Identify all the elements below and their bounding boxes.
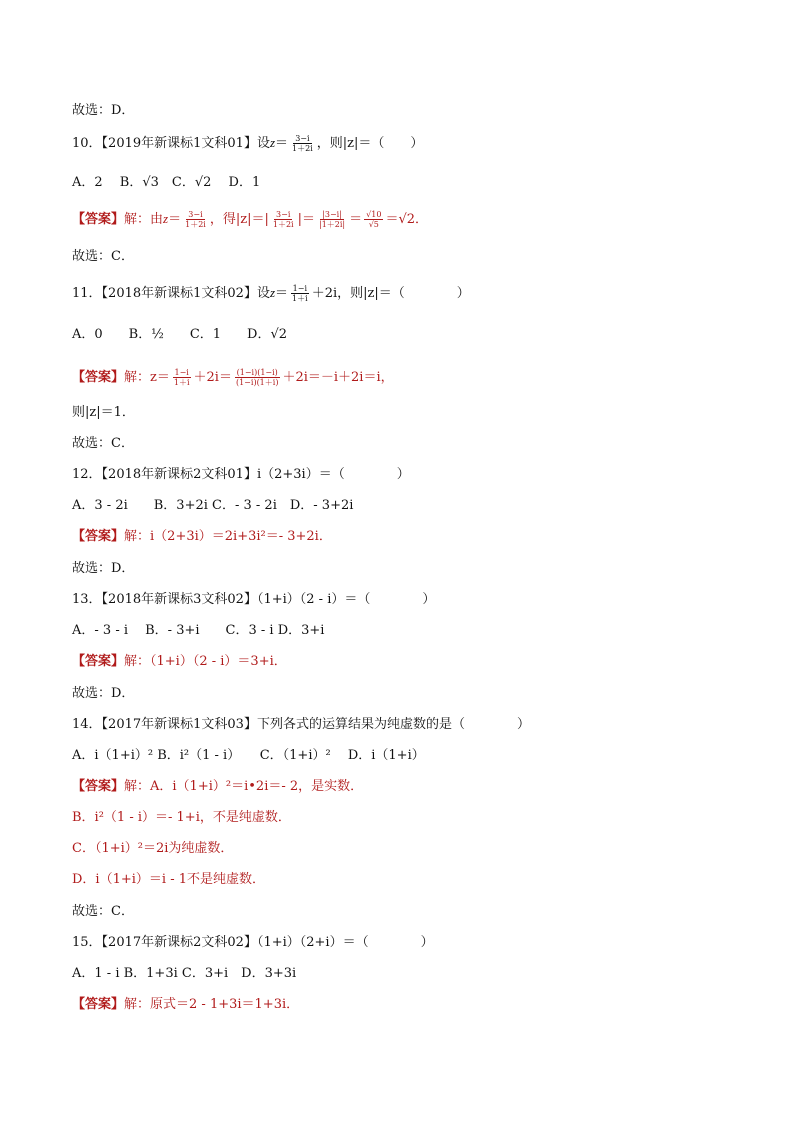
q10-root-num: √10 bbox=[366, 210, 382, 219]
choice-line-q13 bbox=[72, 685, 134, 703]
q10-ans-frac2-num: 3−i bbox=[276, 210, 291, 219]
question-11-options bbox=[72, 326, 287, 344]
question-10-answer: 【答案】解：由z＝ $\frac{3-i}{1+2i}$ ，得|z|＝| $\frac{3-i}{1+2i}$ |＝ $\frac{|3-i|}{|1+2i|}$ ＝ $\frac{√10}{√5}$ ＝√2． bbox=[72, 210, 428, 229]
answer-tag: 【答案】 bbox=[72, 654, 125, 669]
q11-big-fraction bbox=[234, 368, 280, 387]
answer-tag: 【答案】 bbox=[72, 370, 125, 385]
q11-eq: ＝ bbox=[275, 286, 289, 301]
answer-tag: 【答案】 bbox=[72, 212, 125, 227]
q11-big-num: (1−i)(1−i) bbox=[236, 368, 278, 377]
q10-ans-z: z bbox=[163, 211, 169, 226]
q11-ans-prefix: 解：z＝ bbox=[124, 370, 170, 385]
question-14-stem bbox=[72, 716, 530, 734]
q13-ans-text: 解：（1+i）（2 - i）＝3+i． bbox=[124, 654, 287, 669]
answer-tag: 【答案】 bbox=[72, 529, 125, 544]
answer-tag: 【答案】 bbox=[72, 997, 125, 1012]
q10-stem-suffix: ，则|z|＝（ ） bbox=[316, 136, 424, 151]
q11-var-z: z bbox=[269, 285, 276, 300]
q10-ans-prefix: 解：由 bbox=[124, 212, 164, 227]
q10-frac-num: 3−i bbox=[295, 134, 310, 143]
answer-tag: 【答案】 bbox=[72, 779, 125, 794]
choice-line-q14 bbox=[72, 903, 134, 921]
q10-ans-end: ＝√2． bbox=[385, 212, 428, 227]
q10-ans-frac2-den: 1＋2i bbox=[272, 220, 294, 229]
question-14-answer-c bbox=[72, 840, 233, 858]
question-14-answer-d bbox=[72, 871, 265, 889]
q12-stem-text: 12．【2018年新课标2文科01】i（2+3i）＝（ ） bbox=[72, 467, 410, 482]
choice-text: 故选：D． bbox=[72, 103, 135, 118]
q10-ans-fraction-2 bbox=[271, 210, 296, 229]
choice-text: 故选：C． bbox=[72, 249, 134, 264]
q11-options-text: A．0 B．½ C．1 D．√2 bbox=[72, 327, 288, 342]
question-15-options bbox=[72, 965, 296, 983]
question-11-then bbox=[72, 404, 135, 422]
question-15-stem bbox=[72, 934, 434, 952]
q14-options-text: A．i（1+i）² B．i²（1 - i） C．（1+i）² D．i（1+i） bbox=[72, 748, 425, 763]
q14-ans-c-text: C．（1+i）²＝2i为纯虚数． bbox=[72, 841, 234, 856]
choice-text: 故选：C． bbox=[72, 436, 134, 451]
choice-text: 故选：D． bbox=[72, 686, 135, 701]
q10-abs-num: |3−i| bbox=[322, 210, 342, 219]
question-11-stem bbox=[72, 284, 470, 303]
q10-abs-den: |1＋2i| bbox=[319, 220, 346, 229]
q10-ans-eq: ＝ bbox=[168, 212, 182, 227]
question-15-answer bbox=[72, 996, 299, 1014]
q15-options-text: A．1 - i B．1+3i C．3+i D．3+3i bbox=[72, 966, 297, 981]
q10-frac-den: 1＋2i bbox=[292, 144, 313, 153]
question-12-stem bbox=[72, 466, 410, 484]
q14-ans-d-text: D．i（1+i）＝i - 1不是纯虚数． bbox=[72, 872, 265, 887]
question-12-answer bbox=[72, 528, 332, 546]
question-13-answer bbox=[72, 653, 287, 671]
q14-ans-b-text: B．i²（1 - i）＝- 1+i，不是纯虚数． bbox=[72, 810, 291, 825]
q15-stem-text: 15．【2017年新课标2文科02】（1+i）（2+i）＝（ ） bbox=[72, 935, 434, 950]
q11-ans-frac-den: 1＋i bbox=[173, 378, 190, 387]
q13-options-text: A．- 3 - i B．- 3+i C．3 - i D．3+i bbox=[72, 623, 325, 638]
q11-ans-end: ＋2i＝－i＋2i＝i， bbox=[282, 370, 394, 385]
q11-fraction bbox=[290, 284, 310, 303]
choice-line-q12 bbox=[72, 560, 134, 578]
q10-abs-fraction bbox=[317, 210, 347, 229]
question-12-options bbox=[72, 497, 353, 515]
q10-ans-frac-den: 1＋2i bbox=[185, 220, 206, 229]
q11-frac-den: 1＋i bbox=[292, 294, 308, 303]
q11-ans-fraction bbox=[172, 368, 192, 387]
choice-line-q10 bbox=[72, 248, 134, 266]
question-10-stem bbox=[72, 134, 423, 153]
question-10-options bbox=[72, 174, 260, 192]
q10-ans-fraction bbox=[183, 210, 208, 229]
q10-var-z: z bbox=[269, 135, 276, 150]
q11-big-den: (1−i)(1＋i) bbox=[235, 378, 279, 387]
q13-stem-text: 13．【2018年新课标3文科02】（1+i）（2 - i）＝（ ） bbox=[72, 592, 436, 607]
q10-options-text: A．2 B．√3 C．√2 D．1 bbox=[72, 175, 261, 190]
q10-root-den: √5 bbox=[368, 220, 379, 229]
q10-eq: ＝ bbox=[275, 136, 289, 151]
choice-text: 故选：D． bbox=[72, 561, 135, 576]
question-14-answer-b bbox=[72, 809, 291, 827]
question-13-options bbox=[72, 622, 324, 640]
q11-then-text: 则|z|＝1． bbox=[72, 405, 135, 420]
q10-ans-frac-num: 3−i bbox=[188, 210, 203, 219]
q11-stem-prefix: 11．【2018年新课标1文科02】设 bbox=[72, 286, 270, 301]
question-13-stem bbox=[72, 591, 435, 609]
q10-root-fraction bbox=[364, 210, 383, 229]
q14-stem-text: 14．【2017年新课标1文科03】下列各式的运算结果为纯虚数的是（ ） bbox=[72, 717, 530, 732]
q12-ans-text: 解：i（2+3i）＝2i+3i²＝- 3+2i． bbox=[124, 529, 332, 544]
question-14-answer-a bbox=[72, 778, 363, 796]
question-14-options bbox=[72, 747, 425, 765]
choice-line-q11 bbox=[72, 435, 134, 453]
choice-line-q9 bbox=[72, 102, 134, 120]
q14-ans-a-text: 解：A．i（1+i）²＝i•2i＝- 2，是实数． bbox=[124, 779, 364, 794]
choice-text: 故选：C． bbox=[72, 904, 134, 919]
q10-ans-mid: ，得|z|＝| bbox=[209, 212, 269, 227]
q11-ans-frac-num: 1−i bbox=[174, 368, 189, 377]
q10-stem-prefix: 10．【2019年新课标1文科01】设 bbox=[72, 136, 270, 151]
q10-ans-mid2: |＝ bbox=[297, 212, 315, 227]
q10-fraction bbox=[290, 134, 315, 153]
question-11-answer: 【答案】解：z＝ $\frac{1-i}{1+i}$ ＋2i＝ $\frac{(1-i)(1-i)}{(1-i)(1+i)}$ ＋2i＝－i＋2i＝i， bbox=[72, 368, 394, 387]
q11-frac-num: 1−i bbox=[292, 284, 308, 293]
q12-options-text: A．3 - 2i B．3+2i C．- 3 - 2i D．- 3+2i bbox=[72, 498, 354, 513]
q11-stem-suffix: ＋2i，则|z|＝（ ） bbox=[311, 286, 470, 301]
q15-ans-text: 解：原式＝2 - 1+3i＝1+3i． bbox=[124, 997, 300, 1012]
